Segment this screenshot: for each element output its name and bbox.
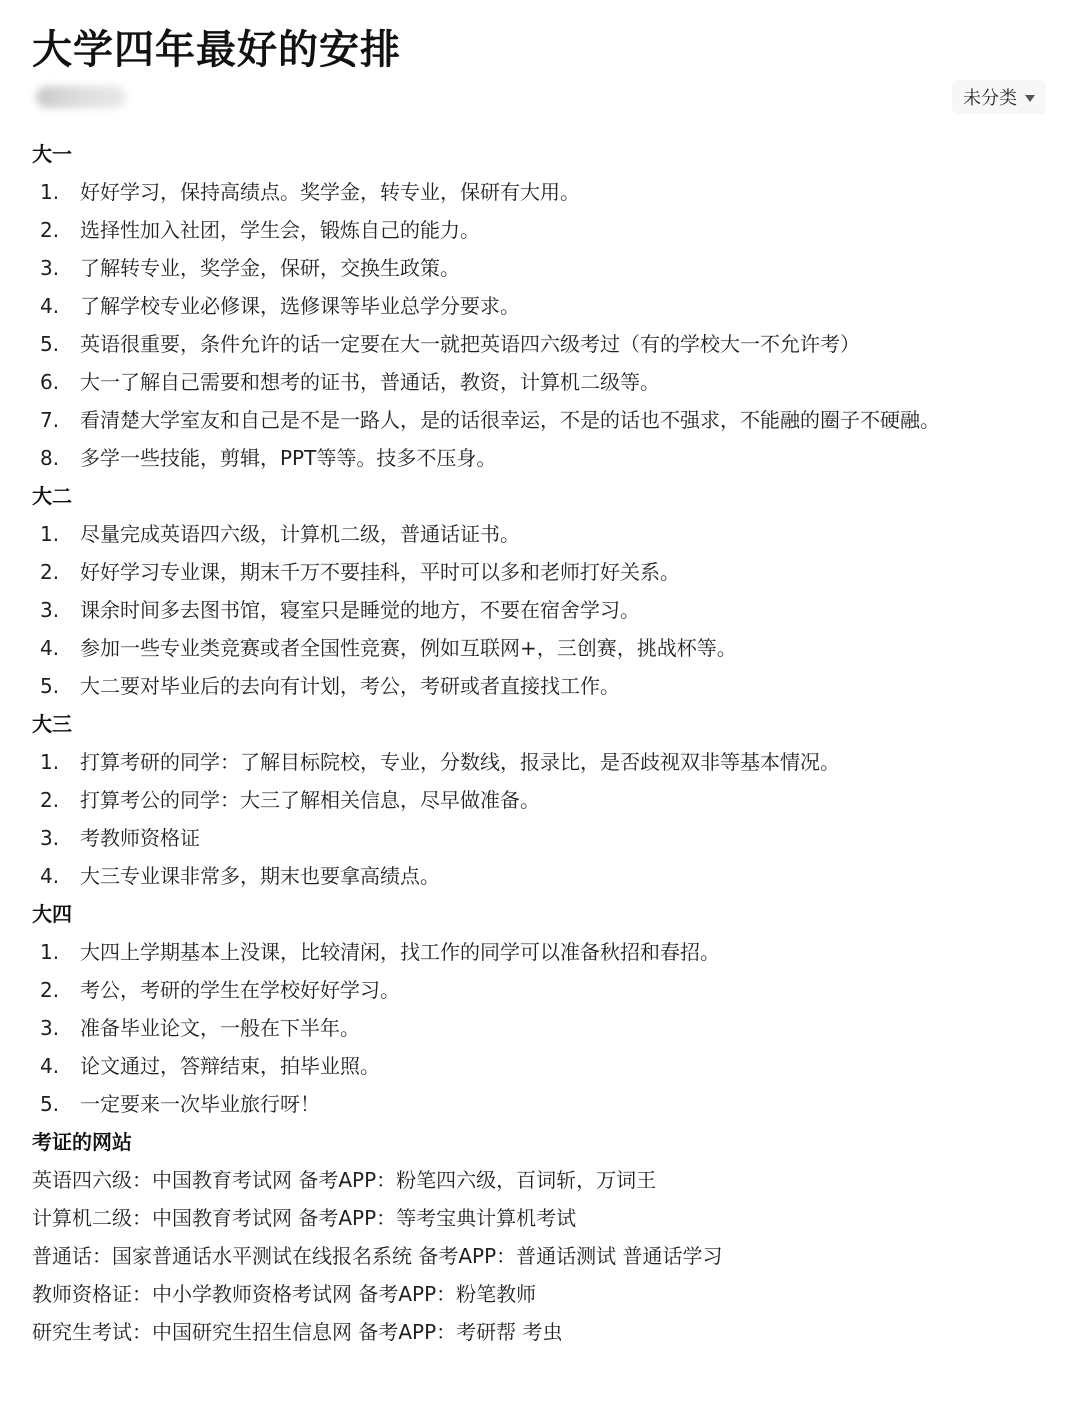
list-text: 英语很重要，条件允许的话一定要在大一就把英语四六级考过（有的学校大一不允许考） bbox=[80, 332, 860, 356]
website-line-postgrad: 研究生考试：中国研究生招生信息网 备考APP：考研帮 考虫 bbox=[32, 1320, 563, 1344]
list-item bbox=[32, 553, 1052, 591]
list-text: 考公，考研的学生在学校好好学习。 bbox=[80, 978, 400, 1002]
category-dropdown[interactable] bbox=[952, 80, 1046, 114]
list-item bbox=[32, 1009, 1052, 1047]
list-item bbox=[32, 743, 1052, 781]
website-line-cet: 英语四六级：中国教育考试网 备考APP：粉笔四六级，百词斩，万词王 bbox=[32, 1168, 657, 1192]
year-3-list bbox=[32, 743, 1052, 895]
list-number: 2. bbox=[40, 560, 60, 584]
year-1-list bbox=[32, 173, 1052, 477]
list-number: 3. bbox=[40, 1016, 60, 1040]
list-item bbox=[32, 1085, 1052, 1123]
list-item bbox=[32, 401, 1052, 439]
list-item bbox=[32, 439, 1052, 477]
year-4-list bbox=[32, 933, 1052, 1123]
list-text: 一定要来一次毕业旅行呀！ bbox=[80, 1092, 320, 1116]
list-text: 大一了解自己需要和想考的证书，普通话，教资，计算机二级等。 bbox=[80, 370, 660, 394]
website-line-putonghua: 普通话：国家普通话水平测试在线报名系统 备考APP：普通话测试 普通话学习 bbox=[32, 1244, 723, 1268]
caret-down-icon bbox=[1025, 95, 1035, 102]
list-number: 3. bbox=[40, 826, 60, 850]
list-item bbox=[32, 819, 1052, 857]
list-number: 4. bbox=[40, 864, 60, 888]
list-number: 7. bbox=[40, 408, 60, 432]
list-item bbox=[32, 325, 1052, 363]
list-number: 2. bbox=[40, 218, 60, 242]
list-text: 选择性加入社团，学生会，锻炼自己的能力。 bbox=[80, 218, 480, 242]
list-number: 5. bbox=[40, 674, 60, 698]
list-item bbox=[32, 629, 1052, 667]
list-text: 了解转专业，奖学金，保研，交换生政策。 bbox=[80, 256, 460, 280]
list-text: 了解学校专业必修课，选修课等毕业总学分要求。 bbox=[80, 294, 520, 318]
section-heading-websites: 考证的网站 bbox=[32, 1130, 132, 1154]
list-text: 尽量完成英语四六级，计算机二级，普通话证书。 bbox=[80, 522, 520, 546]
list-item bbox=[32, 211, 1052, 249]
list-text: 考教师资格证 bbox=[80, 826, 200, 850]
list-number: 1. bbox=[40, 940, 60, 964]
list-text: 论文通过，答辩结束，拍毕业照。 bbox=[80, 1054, 380, 1078]
list-item bbox=[32, 933, 1052, 971]
note-content bbox=[32, 135, 1052, 1351]
list-number: 6. bbox=[40, 370, 60, 394]
list-item bbox=[32, 287, 1052, 325]
page-title: 大学四年最好的安排 bbox=[32, 27, 401, 73]
list-text: 准备毕业论文，一般在下半年。 bbox=[80, 1016, 360, 1040]
list-text: 好好学习，保持高绩点。奖学金，转专业，保研有大用。 bbox=[80, 180, 580, 204]
list-text: 大四上学期基本上没课，比较清闲，找工作的同学可以准备秋招和春招。 bbox=[80, 940, 720, 964]
section-heading-year-4: 大四 bbox=[32, 902, 72, 926]
list-item bbox=[32, 857, 1052, 895]
list-item bbox=[32, 515, 1052, 553]
list-item bbox=[32, 971, 1052, 1009]
list-text: 课余时间多去图书馆，寝室只是睡觉的地方，不要在宿舍学习。 bbox=[80, 598, 640, 622]
list-item bbox=[32, 249, 1052, 287]
list-number: 8. bbox=[40, 446, 60, 470]
list-text: 多学一些技能，剪辑，PPT等等。技多不压身。 bbox=[80, 446, 497, 470]
list-text: 打算考研的同学：了解目标院校，专业，分数线，报录比，是否歧视双非等基本情况。 bbox=[80, 750, 840, 774]
list-item bbox=[32, 667, 1052, 705]
list-text: 大三专业课非常多，期末也要拿高绩点。 bbox=[80, 864, 440, 888]
list-number: 3. bbox=[40, 256, 60, 280]
website-line-ncre: 计算机二级：中国教育考试网 备考APP：等考宝典计算机考试 bbox=[32, 1206, 577, 1230]
list-number: 1. bbox=[40, 750, 60, 774]
list-number: 4. bbox=[40, 1054, 60, 1078]
list-number: 1. bbox=[40, 180, 60, 204]
section-heading-year-2: 大二 bbox=[32, 484, 72, 508]
list-text: 参加一些专业类竞赛或者全国性竞赛，例如互联网+，三创赛，挑战杯等。 bbox=[80, 636, 737, 660]
category-label: 未分类 bbox=[963, 88, 1017, 109]
list-item bbox=[32, 173, 1052, 211]
list-number: 2. bbox=[40, 978, 60, 1002]
list-item bbox=[32, 1047, 1052, 1085]
list-number: 4. bbox=[40, 294, 60, 318]
website-line-teacher-cert: 教师资格证：中小学教师资格考试网 备考APP：粉笔教师 bbox=[32, 1282, 537, 1306]
list-text: 好好学习专业课，期末千万不要挂科，平时可以多和老师打好关系。 bbox=[80, 560, 680, 584]
year-2-list bbox=[32, 515, 1052, 705]
list-text: 大二要对毕业后的去向有计划，考公，考研或者直接找工作。 bbox=[80, 674, 620, 698]
list-number: 1. bbox=[40, 522, 60, 546]
list-item bbox=[32, 591, 1052, 629]
author-avatar-blurred bbox=[36, 86, 126, 108]
section-heading-year-3: 大三 bbox=[32, 712, 72, 736]
list-number: 2. bbox=[40, 788, 60, 812]
list-number: 4. bbox=[40, 636, 60, 660]
list-number: 5. bbox=[40, 1092, 60, 1116]
list-item bbox=[32, 363, 1052, 401]
list-number: 5. bbox=[40, 332, 60, 356]
list-text: 打算考公的同学：大三了解相关信息，尽早做准备。 bbox=[80, 788, 540, 812]
list-number: 3. bbox=[40, 598, 60, 622]
section-heading-year-1: 大一 bbox=[32, 142, 72, 166]
list-text: 看清楚大学室友和自己是不是一路人，是的话很幸运，不是的话也不强求，不能融的圈子不硬融。 bbox=[80, 408, 940, 432]
list-item bbox=[32, 781, 1052, 819]
